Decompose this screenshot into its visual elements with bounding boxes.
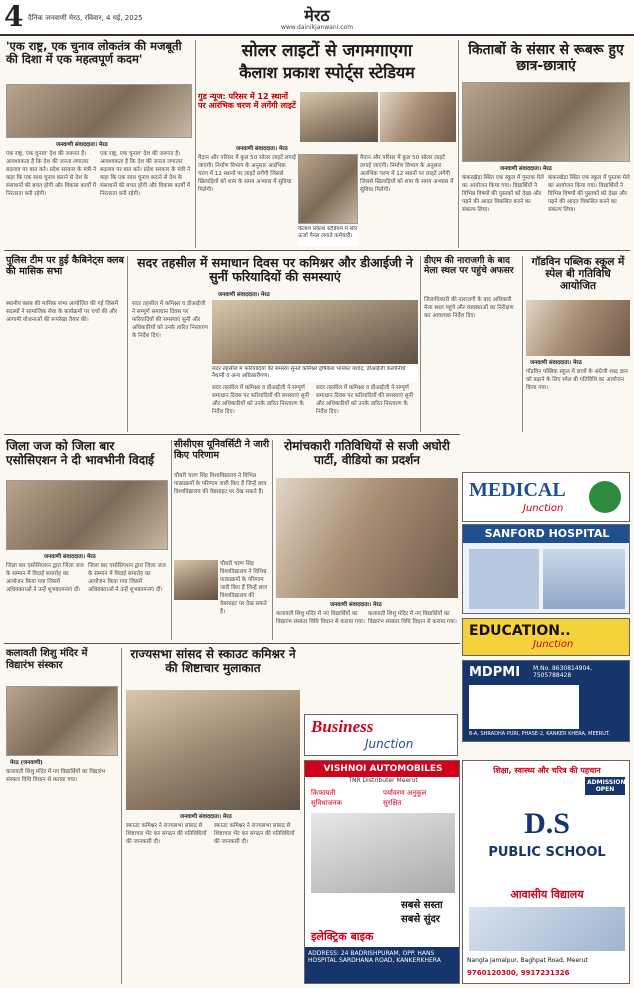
column-divider bbox=[195, 40, 196, 248]
column-divider bbox=[127, 256, 128, 432]
ad-business-title: Business bbox=[311, 717, 374, 736]
credit-rajyasabha: जनवाणी संवाददाता। मेरठ bbox=[180, 814, 232, 820]
headline-kalawati: कलावती शिशु मंदिर में विद्यारंभ संस्कार bbox=[6, 648, 88, 671]
row-divider bbox=[4, 434, 460, 435]
credit-zila-jaj: जनवाणी संवाददाता। मेरठ bbox=[44, 554, 96, 560]
ad-ds-phone: 9760120300, 9917231326 bbox=[467, 969, 570, 977]
body-romanchak-2: कलावती शिशु मंदिर में नए विद्यार्थियों का विद्यारंभ संस्कार विधि विधान से कराया गया। bbox=[368, 611, 457, 625]
body-zila-jaj: जिला बार एसोसिएशन द्वारा जिला जज के सम्मान में विदाई समारोह का आयोजन किया गया जिसमें अधिवक्ताओं ने उन्हें शुभकामनाएं दीं। bbox=[6, 563, 84, 593]
headline-dpo: डीएम की नाराजगी के बाद मेला स्थल पर पहुंचे अफसर bbox=[424, 256, 514, 277]
body-sadar-3: सदर तहसील में कमिश्नर व डीआईजी ने सम्पूर्ण समाधान दिवस पर फरियादियों की समस्याएं सुनीं और अधिकारियों को उनके त्वरित निस्तारण के निर्देश दिए। bbox=[316, 385, 414, 415]
body-godwin: गॉडविन पब्लिक स्कूल में छात्रों के अंग्रेजी शब्द ज्ञान को बढ़ाने के लिए स्पेल बी गतिविधि का आयोजन किया गया। bbox=[526, 369, 628, 391]
photo-romanchak bbox=[276, 478, 458, 598]
ad-education[interactable] bbox=[462, 618, 630, 656]
credit-ek-rashtra: जनवाणी संवाददाता। मेरठ bbox=[56, 142, 108, 148]
photo-zila-jaj bbox=[6, 480, 168, 550]
ad-sanford-title: SANFORD HOSPITAL bbox=[463, 525, 630, 543]
column-divider bbox=[458, 40, 459, 248]
caption-solar: कैलाश प्रकाश स्टेडियम में सौर ऊर्जा पैनल लगाते कर्मचारी। bbox=[298, 226, 358, 246]
ad-mdpmi-title: MDPMI bbox=[469, 665, 521, 680]
ad-vishnoi-bike: इलेक्ट्रिक बाइक bbox=[311, 930, 374, 943]
ad-business[interactable] bbox=[304, 714, 458, 756]
ad-medical-title: MEDICAL bbox=[469, 479, 566, 501]
body-rajyasabha: स्काउट कमिश्नर ने राज्यसभा सांसद से शिष्टाचार भेंट कर संगठन की गतिविधियों की जानकारी दी। bbox=[126, 823, 207, 845]
headline-romanchak: रोमांचकारी गतिविधियों से सजी अघोरी पार्टी, वीडियो का प्रदर्शन bbox=[284, 439, 450, 467]
body-ek-rashtra: एक राष्ट्र, एक चुनाव' देश की जरूरत है। आवश्यकता है कि देश की जनता लगातार बदलाव पर बात करे। प्रदेश सरकार के मंत्री ने कहा कि एक साथ चुनाव कराने से देश के संसाधनों की बचत होगी और विकास कार्यों में निरंतरता बनी रहेगी। bbox=[6, 151, 97, 197]
credit-solar: जनवाणी संवाददाता। मेरठ bbox=[236, 146, 288, 152]
column-divider bbox=[522, 256, 523, 432]
body-kalawati: कलावती शिशु मंदिर में नए विद्यार्थियों का विद्यारंभ संस्कार विधि विधान से कराया गया। bbox=[6, 769, 106, 783]
school-image bbox=[469, 907, 625, 951]
page-city: मेरठ bbox=[304, 6, 330, 25]
row-divider bbox=[4, 250, 630, 251]
headline-kitabon: किताबों के संसार से रूबरू हुए छात्र-छात्राएं bbox=[468, 42, 624, 75]
body-solar-2: मैदान और परिसर में कुल 50 सोलर लाइटें लगाई जाएंगी। निर्माण विभाग के अनुसार आरंभिक चरण में 12 स्थानों पर लाइटें लगेंगी जिससे खिलाड़ियों को शाम के समय अभ्यास में सुविधा मिलेगी। bbox=[360, 155, 454, 193]
ad-vishnoi-address: ADDRESS: 24 BADRISHPURAM, OPP. HANS HOSPITAL SARDHANA ROAD, KANKERKHERA bbox=[305, 947, 460, 984]
body-rajyasabha-2: स्काउट कमिश्नर ने राज्यसभा सांसद से शिष्टाचार भेंट कर संगठन की गतिविधियों की जानकारी दी। bbox=[214, 823, 295, 845]
ad-education-subtitle: Junction bbox=[533, 639, 574, 650]
photo-solar-1 bbox=[300, 92, 378, 142]
scooter-image bbox=[311, 813, 455, 893]
hospital-building bbox=[543, 549, 625, 609]
body-kitabon: कंकरखेड़ा स्थित एक स्कूल में पुस्तक मेले का आयोजन किया गया। विद्यार्थियों ने विभिन्न विषयों की पुस्तकों को देखा और पढ़ने की आदत विकसित करने का संकल्प लिया। bbox=[462, 175, 544, 213]
column-divider bbox=[272, 440, 273, 640]
column-divider bbox=[171, 440, 172, 640]
ad-ds-subtitle: PUBLIC SCHOOL bbox=[488, 845, 606, 860]
credit-kalawati: मेरठ (जनवाणी) bbox=[10, 760, 43, 766]
body-solar: मैदान और परिसर में कुल 50 सोलर लाइटें लगाई जाएंगी। निर्माण विभाग के अनुसार आरंभिक चरण में 12 स्थानों पर लाइटें लगेंगी जिससे खिलाड़ियों को शाम के समय अभ्यास में सुविधा मिलेगी। bbox=[198, 155, 296, 193]
caption-sadar: सदर तहसील में फरियादियों की समस्या सुनते कमिश्नर हृषिकेश भास्कर यशोद, डीआईजी कलानिधि नैथानी व अन्य अधिकारीगण। bbox=[212, 366, 418, 382]
subhead-solar: गुड न्यूज: परिसर में 12 स्थानों पर आरंभिक चरण में लगेंगी लाइटें bbox=[198, 92, 296, 111]
headline-solar-2: कैलाश प्रकाश स्पोर्ट्स स्टेडियम bbox=[239, 63, 415, 82]
hospital-image bbox=[469, 549, 539, 609]
headline-zila-jaj: जिला जज को जिला बार एसोसिएशन ने दी भावभीनी विदाई bbox=[6, 439, 155, 467]
ad-business-subtitle: Junction bbox=[365, 737, 414, 751]
ad-vishnoi-feature-1: किफायती bbox=[311, 789, 336, 797]
body-ccs-2: चौधरी चरण सिंह विश्वविद्यालय ने विभिन्न पाठ्यक्रमों के परिणाम जारी किए हैं जिन्हें छात्र विश्वविद्यालय की वेबसाइट पर देख सकते हैं। bbox=[220, 561, 267, 615]
ad-vishnoi-tag: सबसे सस्ता सबसे सुंदर bbox=[401, 900, 443, 925]
ad-ds-type: आवासीय विद्यालय bbox=[510, 888, 584, 901]
ad-vishnoi[interactable] bbox=[304, 760, 460, 984]
photo-solar-3 bbox=[298, 154, 358, 224]
ad-vishnoi-feature-2: पर्यावरण अनुकूल bbox=[383, 789, 427, 797]
headline-ek-rashtra: 'एक राष्ट्र, एक चुनाव लोकतंत्र की मजबूती की दिशा में एक महत्वपूर्ण कदम' bbox=[6, 39, 182, 67]
ad-vishnoi-feature-3: सुविधाजनक bbox=[311, 799, 343, 807]
headline-ccs: सीसीएस यूनिवर्सिटी ने जारी किए परिणाम bbox=[174, 439, 270, 461]
ad-medical-subtitle: Junction bbox=[523, 503, 564, 514]
headline-rajyasabha: राज्यसभा सांसद से स्काउट कमिश्नर ने की शिष्टाचार मुलाकात bbox=[130, 647, 296, 675]
ad-medical[interactable] bbox=[462, 472, 630, 522]
ad-vishnoi-subtitle: TNR Distributer Meerut bbox=[348, 777, 418, 784]
ad-vishnoi-feature-4: सुरक्षित bbox=[383, 799, 402, 807]
photo-solar-2 bbox=[380, 92, 456, 142]
ad-sanford[interactable] bbox=[462, 524, 630, 614]
row-divider bbox=[4, 643, 460, 644]
photo-sadar bbox=[212, 300, 418, 364]
credit-romanchak: जनवाणी संवाददाता। मेरठ bbox=[330, 602, 382, 608]
body-sadar-2: सदर तहसील में कमिश्नर व डीआईजी ने सम्पूर्ण समाधान दिवस पर फरियादियों की समस्याएं सुनीं और अधिकारियों को उनके त्वरित निस्तारण के निर्देश दिए। bbox=[212, 385, 310, 415]
headline-solar-1: सोलर लाइटों से जगमगाएगा bbox=[241, 41, 413, 61]
headline-sadar: सदर तहसील में समाधान दिवस पर कमिश्नर और डीआईजी ने सुनीं फरियादियों की समस्याएं bbox=[137, 255, 413, 285]
headline-police: पुलिस टीम पर हुई कैबिनेट्स क्लब की मासिक सभा bbox=[6, 255, 124, 277]
photo-ccs bbox=[174, 560, 218, 600]
body-kitabon-2: कंकरखेड़ा स्थित एक स्कूल में पुस्तक मेले का आयोजन किया गया। विद्यार्थियों ने विभिन्न विषयों की पुस्तकों को देखा और पढ़ने की आदत विकसित करने का संकल्प लिया। bbox=[548, 175, 630, 213]
body-ccs: चौधरी चरण सिंह विश्वविद्यालय ने विभिन्न पाठ्यक्रमों के परिणाम जारी किए हैं जिन्हें छात्र विश्वविद्यालय की वेबसाइट पर देख सकते हैं। bbox=[174, 473, 267, 495]
credit-godwin: जनवाणी संवाददाता। मेरठ bbox=[530, 360, 582, 366]
ad-education-title: EDUCATION.. bbox=[469, 623, 571, 639]
ad-ds-school[interactable] bbox=[462, 760, 630, 984]
column-divider bbox=[121, 648, 122, 984]
ad-ds-admission: ADMISSION OPEN bbox=[587, 779, 626, 793]
page-meta: दैनिक जनवाणी मेरठ, रविवार, 4 मई, 2025 bbox=[28, 14, 143, 22]
ad-mdpmi-phone: M.No. 8630814904, 7505788428 bbox=[533, 665, 593, 679]
ad-ds-title: D.S bbox=[524, 807, 570, 840]
body-sadar: सदर तहसील में कमिश्नर व डीआईजी ने सम्पूर्ण समाधान दिवस पर फरियादियों की समस्याएं सुनीं और अधिकारियों को उनके त्वरित निस्तारण के निर्देश दिए। bbox=[132, 301, 208, 339]
ad-ds-tagline: शिक्षा, स्वास्थ्य और चरित्र की पहचान bbox=[493, 766, 601, 775]
photo-ek-rashtra bbox=[6, 84, 192, 138]
headline-godwin: गॉडविन पब्लिक स्कूल में स्पेल बी गतिविधि आयोजित bbox=[531, 256, 625, 293]
photo-kitabon bbox=[462, 82, 630, 162]
photo-godwin bbox=[526, 300, 630, 356]
page-number: 4 bbox=[4, 0, 24, 33]
ad-mdpmi[interactable] bbox=[462, 660, 630, 742]
body-ek-rashtra-2: एक राष्ट्र, एक चुनाव' देश की जरूरत है। आवश्यकता है कि देश की जनता लगातार बदलाव पर बात करे। प्रदेश सरकार के मंत्री ने कहा कि एक साथ चुनाव कराने से देश के संसाधनों की बचत होगी और विकास कार्यों में निरंतरता बनी रहेगी। bbox=[100, 151, 191, 197]
ad-vishnoi-title: VISHNOI AUTOMOBILES bbox=[305, 761, 460, 777]
body-dpo: जिलाधिकारी की नाराजगी के बाद अधिकारी मेला स्थल पहुंचे और व्यवस्थाओं का निरीक्षण कर आवश्यक निर्देश दिए। bbox=[424, 297, 514, 319]
page-header bbox=[0, 0, 634, 36]
credit-kitabon: जनवाणी संवाददाता। मेरठ bbox=[500, 166, 552, 172]
photo-rajyasabha bbox=[126, 690, 300, 810]
health-icon bbox=[589, 481, 621, 513]
body-romanchak: कलावती शिशु मंदिर में नए विद्यार्थियों का विद्यारंभ संस्कार विधि विधान से कराया गया। bbox=[276, 611, 365, 625]
photo-kalawati bbox=[6, 686, 118, 756]
column-divider bbox=[420, 256, 421, 432]
credit-sadar: जनवाणी संवाददाता। मेरठ bbox=[218, 292, 270, 298]
body-zila-jaj-2: जिला बार एसोसिएशन द्वारा जिला जज के सम्मान में विदाई समारोह का आयोजन किया गया जिसमें अधिवक्ताओं ने उन्हें शुभकामनाएं दीं। bbox=[88, 563, 166, 593]
course-list-box bbox=[469, 685, 579, 729]
website-link[interactable]: www.dainikjanwani.com bbox=[280, 24, 354, 31]
ad-ds-address: Nangla Jamalpur, Baghpat Road, Meerut bbox=[467, 957, 588, 964]
body-police: स्थानीय क्लब की मासिक सभा आयोजित की गई जिसमें सदस्यों ने सामाजिक सेवा के कार्यक्रमों पर चर्चा की और आगामी योजनाओं की रूपरेखा तैयार की। bbox=[6, 301, 118, 323]
ad-mdpmi-address: 8-A, SHRADHA PURI, PHASE-2, KANKER KHERA, MEERUT. bbox=[469, 731, 610, 737]
